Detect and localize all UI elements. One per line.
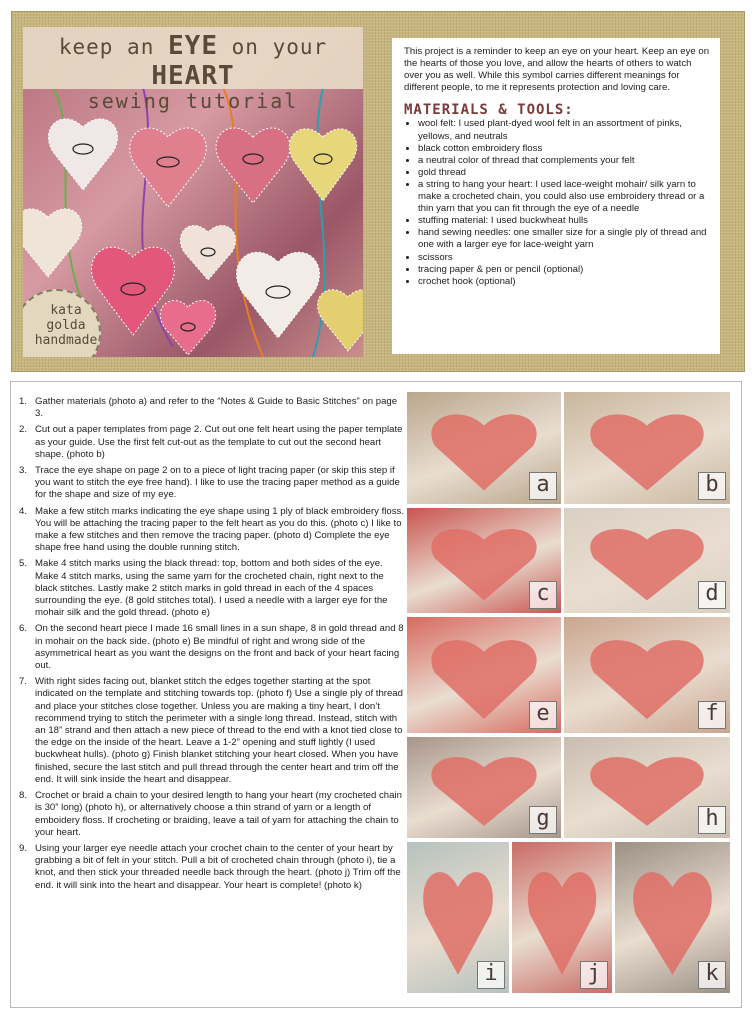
step-item (15, 506, 407, 555)
title-mid: on your (231, 35, 328, 59)
hero-subtitle: sewing tutorial (87, 89, 299, 113)
step-text: Crochet or braid a chain to your desired length to hang your heart (my crocheted chain is 30” long) (photo h), or alternatively choose a thin strand of yarn or a length of emboidery floss. If crocheting or braiding, leave a tail of yarn for attaching the chain to your heart. (35, 790, 402, 838)
felt-heart-shape (633, 872, 712, 975)
felt-heart-shape (590, 757, 703, 826)
photo-label: f (698, 701, 726, 729)
step-text: Make a few stitch marks indicating the eye shape using 1 ply of black embroidery floss. You will be attaching the tracing paper to the felt heart as you do this. (photo c) I like to make a few stitches and then remove the tracing paper. (photo d) Complete the eye shape free hand using the double running stitch. (35, 505, 405, 554)
photo-b (563, 391, 731, 505)
step-text: Cut out a paper templates from page 2. Cut out one felt heart using the paper template as your guide. Use the first felt cut-out as the template to cut out the second heart shape. (photo b) (35, 424, 403, 460)
photo-c (406, 507, 562, 614)
felt-heart-shape (431, 757, 536, 826)
felt-heart-shape (590, 529, 703, 600)
materials-item: • a neutral color of thread that complements your felt (418, 155, 710, 167)
step-text: Gather materials (photo a) and refer to the “Notes & Guide to Basic Stitches” on page 3. (35, 396, 398, 420)
materials-item: • scissors (418, 252, 710, 264)
photo-label: e (529, 701, 557, 729)
photo-i (406, 841, 510, 994)
materials-item: • stuffing material: I used buckwheat hulls (418, 215, 710, 227)
materials-item: • gold thread (418, 167, 710, 179)
photo-e (406, 616, 562, 734)
photo-g (406, 736, 562, 839)
step-number: 3. (18, 465, 27, 477)
felt-heart-shape (590, 640, 703, 719)
photo-f (563, 616, 731, 734)
step-number: 7. (18, 676, 27, 688)
materials-item: • black cotton embroidery floss (418, 143, 710, 155)
step-text: With right sides facing out, blanket stitch the edges together starting at the spot indicated on the template and stitching towards top. (photo f) Use a single ply of thread and place your stitches close together. Unless you are making a tiny heart, I don’t recommend trying to stitch the perimeter with a single long thread. Instead, stitch with an 18” strand and then attach a new piece of thread to the end with a knot tied close to the edge on the inside of the heart. Leave a 1-2” opening and stuff lightly (I used buckwheat hulls). (photo g) Finish blanket stitching your heart closed. When you have finished, secure the last stitch and pull thread through the center heart and trim off the end. It will sink inside the heart and disappear. (35, 676, 403, 785)
step-text: Make 4 stitch marks using the black thread: top, bottom and both sides of the eye. Make 4 stitch marks, using the same yarn for the crocheted chain, right next to the black stitches. Lastly make 2 stitch marks in gold thread in each of the 4 spaces surrounding the eye. (8 gold stitches total). I used a needle with a larger eye for the mohair silk and the gold thread. (photo e) (35, 558, 388, 619)
steps-list (15, 396, 407, 896)
photo-label: j (580, 961, 608, 989)
step-number: 2. (18, 424, 27, 436)
step-number: 4. (18, 505, 27, 517)
step-item (15, 676, 407, 786)
step-item (15, 396, 407, 420)
felt-heart-shape (431, 529, 536, 600)
photo-h (563, 736, 731, 839)
photo-label: a (529, 472, 557, 500)
photo-k (614, 841, 731, 994)
materials-list (404, 118, 710, 287)
materials-item: • crochet hook (optional) (418, 276, 710, 288)
photo-j (511, 841, 613, 994)
step-text: Using your larger eye needle attach your crochet chain to the center of your heart by grabbing a bit of felt in your stitch. Pull a bit of crocheted chain through (photo i), tie a knot, and then stick your threaded needle back through the heart. (photo j) Trim off the end. it will sink into the heart and disappear. Your heart is complete! (photo k) (35, 842, 401, 891)
step-item (15, 558, 407, 619)
photo-label: i (477, 961, 505, 989)
badge-line: handmade (34, 333, 98, 348)
step-text: On the second heart piece I made 16 small lines in a sun shape, 8 in gold thread and 8 in mohair on the back side. (photo e) Be mindful of right and wrong side of the asymmetrical heart as you want the designs on the front and back of your heart facing out. (35, 623, 404, 672)
photo-d (563, 507, 731, 614)
step-item (15, 843, 407, 892)
materials-heading: MATERIALS & TOOLS: (404, 102, 574, 119)
step-number: 8. (18, 790, 27, 802)
intro-text: This project is a reminder to keep an eye on your heart. Keep an eye on the hearts of those you love, and allow the hearts of others to watch over you as well. While this symbol carries different meanings for different people, to me it represents protection and loving care. (404, 46, 710, 94)
title-pre: keep an (58, 35, 155, 59)
photo-label: h (698, 806, 726, 834)
step-number: 6. (18, 623, 27, 635)
step-item (15, 790, 407, 839)
materials-item: • hand sewing needles: one smaller size for a single ply of thread and one with a larger eye for lace-weight yarn (418, 227, 710, 251)
hero-title (23, 27, 363, 113)
photo-label: k (698, 961, 726, 989)
step-item (15, 623, 407, 672)
photo-a (406, 391, 562, 505)
step-number: 9. (18, 842, 27, 854)
materials-item: • tracing paper & pen or pencil (optional) (418, 264, 710, 276)
felt-heart-shape (431, 414, 536, 490)
badge-line: golda (46, 318, 86, 333)
intro-panel (392, 38, 720, 354)
felt-heart-shape (423, 872, 493, 975)
materials-item: • wool felt: I used plant-dyed wool felt in an assortment of pinks, yellows, and neutrals (418, 118, 710, 142)
photo-label: d (698, 581, 726, 609)
felt-heart-shape (431, 640, 536, 719)
photo-label: g (529, 806, 557, 834)
step-number: 1. (18, 396, 27, 407)
step-text: Trace the eye shape on page 2 on to a piece of light tracing paper (or skip this step if you want to stitch the eye free hand). I like to use the tracing paper method as a guide for the shape and size of my eye. (35, 465, 400, 501)
photo-label: b (698, 472, 726, 500)
title-heart: HEART (151, 61, 235, 91)
step-number: 5. (18, 558, 27, 570)
step-item (15, 424, 407, 461)
title-eye: EYE (168, 31, 218, 61)
badge-line: kata (50, 303, 82, 318)
step-item (15, 465, 407, 502)
materials-item: • a string to hang your heart: I used lace-weight mohair/ silk yarn to make a crocheted chain, you could also use embroidery thread or a thin yarn that you can fit through the eye of a needle (418, 179, 710, 215)
felt-heart-shape (590, 414, 703, 490)
hero-image (23, 27, 363, 357)
felt-heart-shape (528, 872, 596, 975)
photo-label: c (529, 581, 557, 609)
